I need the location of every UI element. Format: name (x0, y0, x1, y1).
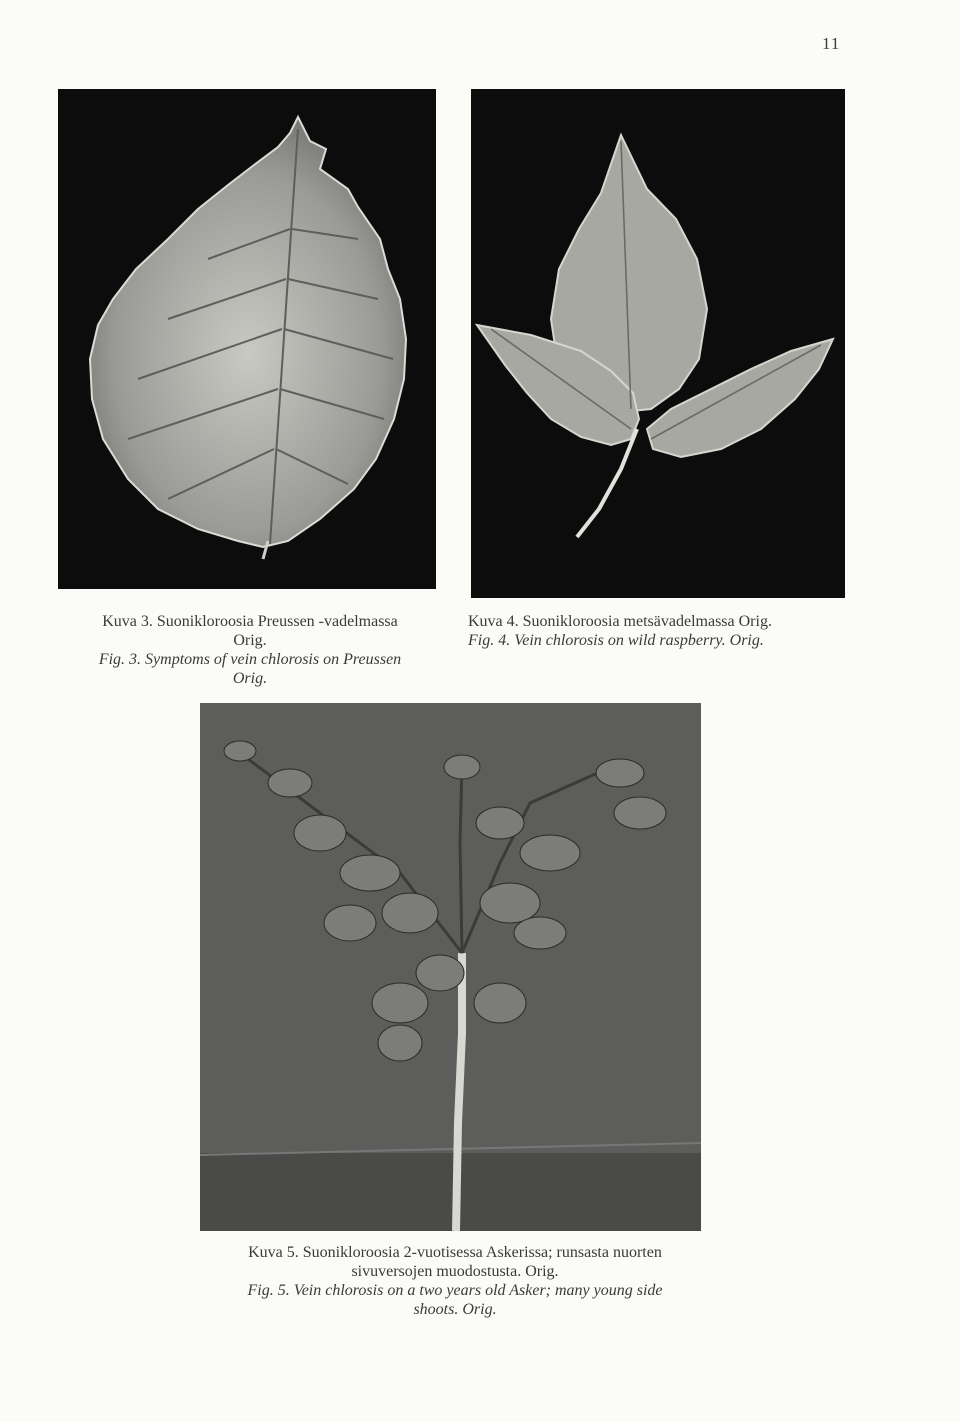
page-number: 11 (822, 34, 841, 53)
raspberry-plant-illustration (200, 703, 701, 1231)
caption-en-line: Fig. 3. Symptoms of vein chlorosis on Preussen (98, 651, 402, 668)
figure-3-caption (60, 612, 440, 688)
caption-en-line: Orig. (232, 670, 268, 687)
figure-4-caption (468, 612, 852, 650)
caption-fi-line: Kuva 4. Suonikloroosia metsävadelmassa Orig. (468, 613, 772, 630)
figure-3-photo (58, 89, 436, 589)
caption-fi-line: Orig. (233, 632, 267, 649)
figure-5-photo (200, 703, 701, 1231)
caption-fi-line: Kuva 5. Suonikloroosia 2-vuotisessa Askerissa; runsasta nuorten (248, 1244, 662, 1261)
caption-en-line: Fig. 5. Vein chlorosis on a two years old Asker; many young side (247, 1282, 663, 1299)
caption-fi-line: Kuva 3. Suonikloroosia Preussen -vadelmassa (102, 613, 398, 630)
leaf-blade (90, 117, 406, 547)
figure-5-caption (195, 1243, 715, 1319)
caption-en-line: shoots. Orig. (413, 1301, 497, 1318)
trifoliate-leaf-illustration (471, 89, 845, 598)
figure-4-photo (471, 89, 845, 598)
caption-fi-line: sivuversojen muodostusta. Orig. (351, 1263, 559, 1280)
caption-en-line: Fig. 4. Vein chlorosis on wild raspberry. Orig. (468, 632, 764, 649)
raspberry-leaf-illustration (58, 89, 436, 589)
petiole (577, 429, 637, 537)
